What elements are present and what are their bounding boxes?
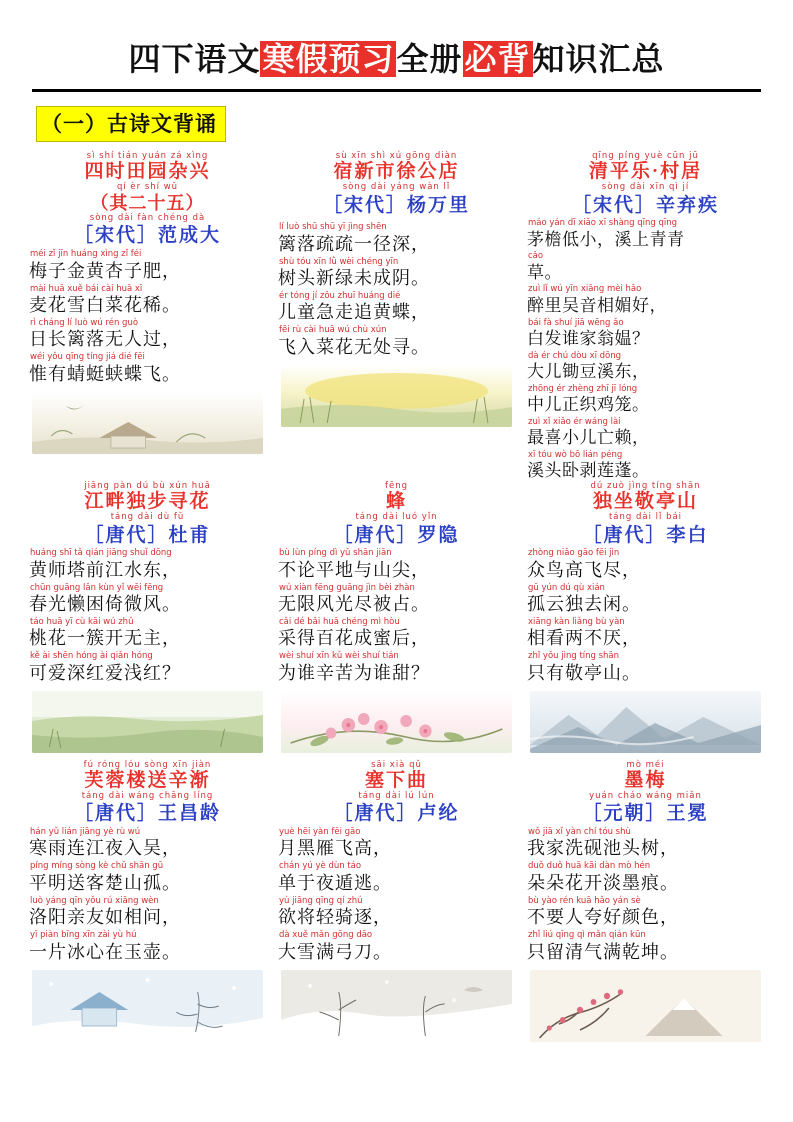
poem-line [526,897,765,929]
line-text: 麦花雪白菜花稀。 [29,294,181,315]
poem-line [28,862,267,894]
poem-line [277,292,516,324]
line-pinyin: méi zǐ jīn huáng xìng zǐ féi [30,249,142,260]
line-text: 平明送客楚山孤。 [29,872,181,893]
plum-blossom-mountain-illustration [530,970,761,1042]
poem-author-pinyin: táng dài dù fǔ [110,512,185,523]
line-text: 草。 [527,262,562,282]
line-pinyin: yù jiāng qīng qí zhú [279,895,363,906]
line-text: 日长篱落无人过， [29,329,181,350]
poem-line [526,219,765,250]
line-text: 桃花一簇开无主， [29,628,181,649]
poem-line [526,931,765,963]
line-text: 茅檐低小，溪上青青 [527,229,685,249]
poem-title-pinyin: sù xīn shì xú gōng diàn [335,151,458,161]
poem-line [526,285,765,316]
line-pinyin: bù yào rén kuā hǎo yán sè [528,895,641,906]
poem-line [28,353,267,385]
spacer [277,217,516,221]
line-text: 单于夜遁逃。 [278,872,392,893]
poem-title: 清平乐·村居 [588,161,703,183]
poem-line [28,250,267,282]
poem-title-pinyin: sì shí tián yuán zá xìng [86,151,209,161]
line-text: 只有敬亭山。 [527,662,641,683]
poem-cell-8 [275,761,518,1050]
poem-title-pinyin: sāi xià qǔ [371,759,422,770]
poem-author-pinyin: sòng dài xīn qì jí [601,182,690,193]
section-heading: （一）古诗文背诵 [36,106,226,142]
poem-line [277,897,516,929]
line-pinyin: cǎi dé bǎi huā chéng mì hòu [279,617,400,628]
line-pinyin: bái fà shuí jiā wēng ǎo [528,317,624,328]
poem-author: ［唐代］罗隐 [333,524,460,546]
poem-title-pinyin: jiāng pàn dú bù xún huā [84,481,211,492]
poem-line [526,618,765,650]
poem-author: ［唐代］卢纶 [333,803,460,825]
title-part-5: 知识汇总 [532,41,665,77]
poem-line [277,862,516,894]
poem-title-pinyin: mò méi [626,759,665,770]
line-pinyin: lí luò shū shū yī jìng shēn [279,222,387,233]
line-pinyin: zhǐ liú qīng qì mǎn qián kūn [528,930,646,941]
poem-grid-row-2 [26,482,767,761]
poem-line [28,652,267,684]
riverside-grass-illustration [32,691,263,753]
line-text: 欲将轻骑逐， [278,907,392,928]
line-pinyin: gū yún dú qù xián [528,582,605,593]
poem-grid-row-3 [26,761,767,1050]
line-pinyin: ér tóng jí zǒu zhuī huáng dié [279,291,401,302]
poem-cell-9 [524,761,767,1050]
line-pinyin: yuè hēi yàn fēi gāo [279,827,361,838]
page-title [32,34,761,80]
poem-author-pinyin: táng dài lú lún [358,791,435,801]
ink-mountain-illustration [530,691,761,753]
poem-line [28,828,267,860]
line-pinyin: xī tóu wò bō lián péng [528,449,623,460]
peach-blossom-branch-illustration [281,691,512,753]
line-pinyin: hán yǔ lián jiāng yè rù wú [30,827,141,838]
poem-author-pinyin: sòng dài fàn chéng dà [89,213,206,224]
poem-subtitle-pinyin: qí èr shí wǔ [116,182,179,193]
poem-author-pinyin: sòng dài yáng wàn lǐ [342,182,451,193]
yellow-rape-flowers-illustration [281,365,512,427]
line-pinyin: mài huā xuě bái cài huā xī [30,283,143,294]
line-text: 溪头卧剥莲蓬。 [527,461,650,481]
line-text: 月黑雁飞高， [278,838,392,859]
poem-line [277,828,516,860]
line-pinyin: duǒ duǒ huā kāi dàn mò hén [528,861,651,872]
poem-line [526,451,765,482]
poem-title-pinyin: fēng [384,481,408,492]
line-text: 一片冰心在玉壶。 [29,941,181,962]
poem-line [277,326,516,358]
line-pinyin: xiāng kàn liǎng bù yàn [528,617,625,628]
line-pinyin: luò yáng qīn yǒu rú xiāng wèn [30,895,159,906]
poem-cell-4 [26,482,269,761]
line-pinyin: zuì lǐ wú yīn xiāng mèi hǎo [528,284,642,295]
line-text: 惟有蜻蜓蛱蝶飞。 [29,363,181,384]
poem-line [277,258,516,290]
line-text: 梅子金黄杏子肥， [29,260,181,281]
poem-line [526,652,765,684]
line-text: 只留清气满乾坤。 [527,941,679,962]
poem-author: ［唐代］王昌龄 [73,803,221,825]
poem-line [28,319,267,351]
poem-title: 四时田园杂兴 [84,161,211,183]
poem-title: 芙蓉楼送辛渐 [84,770,211,792]
line-pinyin: dà ér chú dòu xī dōng [528,350,622,361]
line-pinyin: kě ài shēn hóng ài qiǎn hóng [30,651,153,662]
line-pinyin: zhōng ér zhèng zhī jī lóng [528,383,638,394]
line-pinyin: zhǐ yǒu jìng tíng shān [528,651,620,662]
poem-author-pinyin: táng dài luó yǐn [355,512,438,523]
line-text: 相看两不厌， [527,628,641,649]
line-text: 大雪满弓刀。 [278,941,392,962]
poem-cell-1 [26,152,269,482]
line-pinyin: wéi yǒu qīng tíng jiá dié fēi [30,352,145,363]
line-pinyin: chūn guāng lǎn kùn yǐ wēi fēng [30,582,164,593]
poem-line [526,252,765,283]
line-pinyin: táo huā yī cù kāi wú zhǔ [30,617,134,628]
poem-line [277,618,516,650]
poem-author: ［宋代］范成大 [73,225,221,247]
poem-line [526,385,765,416]
title-part-3: 全册 [396,41,463,77]
poem-line [28,584,267,616]
line-pinyin: píng míng sòng kè chǔ shān gū [30,861,164,872]
poem-author-pinyin: táng dài lǐ bái [608,512,683,523]
line-text: 春光懒困倚微风。 [29,594,181,615]
poem-author: ［宋代］杨万里 [322,194,470,216]
snow-scene-bird-illustration [281,970,512,1042]
poem-subtitle: （其二十五） [90,192,205,213]
poem-cell-5 [275,482,518,761]
poem-line [526,862,765,894]
line-pinyin: dà xuě mǎn gōng dāo [279,930,373,941]
poem-title: 墨梅 [624,770,667,792]
poem-author: ［宋代］辛弃疾 [571,194,719,216]
line-text: 醉里吴音相媚好， [527,295,667,315]
line-text: 孤云独去闲。 [527,594,641,615]
poem-title: 塞下曲 [364,770,428,792]
poem-author: ［唐代］杜甫 [84,524,211,546]
line-text: 黄师塔前江水东， [29,559,181,580]
poem-author: ［唐代］李白 [582,524,709,546]
poem-title-pinyin: fú róng lóu sòng xīn jiàn [83,759,212,770]
line-text: 飞入菜花无处寻。 [278,336,430,357]
line-pinyin: rì cháng lí luò wú rén guò [30,317,139,328]
poem-line [28,897,267,929]
poem-line [277,549,516,581]
poem-cell-2 [275,152,518,482]
line-pinyin: chán yú yè dùn táo [279,861,362,872]
line-text: 为谁辛苦为谁甜？ [278,662,430,683]
line-pinyin: wèi shuí xīn kǔ wèi shuí tián [279,651,399,662]
line-text: 树头新绿未成阴。 [278,268,430,288]
line-pinyin: bù lùn píng dì yǔ shān jiān [279,548,392,559]
line-pinyin: máo yán dī xiǎo xī shàng qīng qīng [528,218,678,229]
poem-title: 蜂 [385,491,407,513]
line-pinyin: fēi rù cài huā wú chù xún [279,325,387,336]
line-text: 最喜小儿亡赖， [527,428,650,448]
line-text: 采得百花成蜜后， [278,628,430,649]
poem-author: ［元朝］王冕 [582,803,709,825]
poem-title-pinyin: qīng píng yuè cūn jū [592,151,699,161]
title-part-4: 必背 [464,41,531,77]
line-pinyin: zhòng niǎo gāo fēi jìn [528,548,620,559]
snowy-pavilion-illustration [32,970,263,1042]
poem-grid-row-1 [26,152,767,482]
page-title-area [32,34,761,92]
line-text: 不要人夸好颜色， [527,907,679,928]
poem-line [277,652,516,684]
line-text: 儿童急走追黄蝶， [278,302,430,323]
poem-line [526,828,765,860]
poem-line [28,285,267,317]
poem-line [28,549,267,581]
poem-title: 独坐敬亭山 [592,491,698,513]
line-text: 大儿锄豆溪东， [527,362,650,381]
poem-line [526,319,765,350]
line-pinyin: cǎo [528,251,544,262]
line-text: 寒雨连江夜入吴， [29,838,181,859]
poem-line [526,584,765,616]
poem-line [28,618,267,650]
poem-title: 宿新市徐公店 [333,161,460,183]
line-pinyin: zuì xǐ xiǎo ér wáng lài [528,416,621,427]
poem-line [277,931,516,963]
line-text: 不论平地与山尖， [278,559,430,580]
line-text: 中儿正织鸡笼。 [527,395,650,415]
poem-line [28,931,267,963]
line-pinyin: wǒ jiā xǐ yàn chí tóu shù [528,827,631,838]
line-pinyin: yī piàn bīng xīn zài yù hú [30,930,137,941]
line-pinyin: huáng shī tǎ qián jiāng shuǐ dōng [30,548,172,559]
line-text: 洛阳亲友如相问， [29,907,181,928]
poem-line [277,584,516,616]
poem-title-pinyin: dú zuò jìng tíng shān [590,481,701,492]
line-text: 白发谁家翁媪？ [527,328,650,348]
poem-title: 江畔独步寻花 [84,491,211,513]
line-text: 无限风光尽被占。 [278,594,430,615]
poem-line [526,418,765,449]
poem-cell-6 [524,482,767,761]
line-text: 可爱深红爱浅红？ [29,662,181,683]
poem-cell-3 [524,152,767,482]
thatched-cottage-illustration [32,392,263,454]
title-part-1: 四下语文 [128,41,261,77]
poem-author-pinyin: táng dài wáng chāng líng [81,791,214,801]
poem-cell-7 [26,761,269,1050]
poem-line [277,223,516,255]
line-text: 众鸟高飞尽， [527,559,641,580]
line-pinyin: wú xiàn fēng guāng jìn bèi zhàn [279,582,415,593]
line-text: 篱落疏疏一径深， [278,233,430,254]
title-part-2: 寒假预习 [262,41,395,77]
line-pinyin: shù tóu xīn lǜ wèi chéng yīn [279,256,399,267]
poem-line [526,352,765,383]
poem-author-pinyin: yuán cháo wáng miǎn [589,791,702,801]
line-text: 我家洗砚池头树， [527,838,679,859]
line-text: 朵朵花开淡墨痕。 [527,872,679,893]
poem-line [526,549,765,581]
